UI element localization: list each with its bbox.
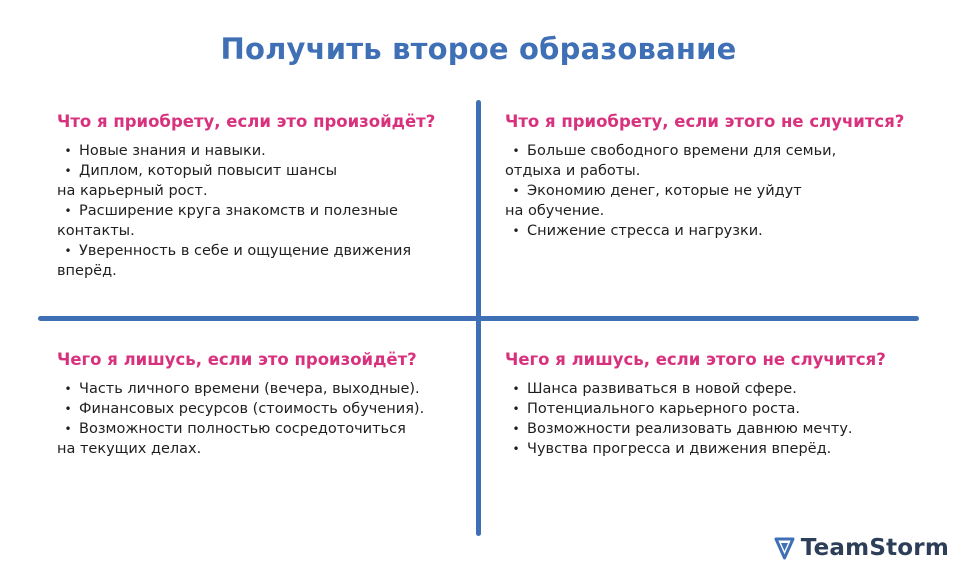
list-item-text: Возможности реализовать давнюю мечту. — [527, 421, 853, 437]
list-item-text: Финансовых ресурсов (стоимость обучения). — [79, 401, 425, 417]
list-item-text: Диплом, который повысит шансы — [79, 163, 338, 179]
quadrant-bottom-right — [505, 350, 915, 459]
horizontal-axis-line — [38, 316, 919, 321]
quadrant-list — [57, 379, 467, 459]
quadrant-heading: Что я приобрету, если этого не случится? — [505, 112, 905, 131]
list-item — [505, 161, 915, 181]
quadrant-heading: Что я приобрету, если это произойдёт? — [57, 112, 436, 131]
list-item-text: Чувства прогресса и движения вперёд. — [527, 441, 832, 457]
bullet-icon: • — [64, 204, 72, 218]
list-item-text: Потенциального карьерного роста. — [527, 401, 801, 417]
list-item-text: Экономию денег, которые не уйдут — [527, 183, 802, 199]
bullet-icon: • — [64, 244, 72, 258]
list-item-text: Новые знания и навыки. — [79, 143, 266, 159]
list-item — [57, 261, 467, 281]
list-item-text: Расширение круга знакомств и полезные — [79, 203, 398, 219]
list-item — [57, 141, 467, 161]
bullet-icon: • — [512, 144, 520, 158]
quadrant-top-right — [505, 112, 915, 241]
list-item — [57, 201, 467, 221]
quadrant-heading: Чего я лишусь, если этого не случится? — [505, 350, 886, 369]
list-item — [505, 221, 915, 241]
list-item — [57, 241, 467, 261]
list-item — [505, 201, 915, 221]
quadrant-list — [505, 141, 915, 241]
list-item — [57, 181, 467, 201]
bullet-icon: • — [512, 442, 520, 456]
list-item-text: вперёд. — [57, 263, 117, 279]
list-item — [505, 439, 915, 459]
bullet-icon: • — [512, 184, 520, 198]
list-item-text: Уверенность в себе и ощущение движения — [79, 243, 412, 259]
list-item — [57, 161, 467, 181]
quadrant-list — [57, 141, 467, 281]
bullet-icon: • — [512, 422, 520, 436]
list-item — [57, 419, 467, 439]
bullet-icon: • — [64, 402, 72, 416]
list-item-text: Возможности полностью сосредоточиться — [79, 421, 406, 437]
bullet-icon: • — [512, 382, 520, 396]
list-item — [57, 379, 467, 399]
page-title: Получить второе образование — [220, 32, 737, 66]
bullet-icon: • — [512, 402, 520, 416]
list-item-text: на карьерный рост. — [57, 183, 208, 199]
list-item — [57, 439, 467, 459]
quadrant-top-left — [57, 112, 467, 281]
list-item-text: на текущих делах. — [57, 441, 202, 457]
list-item — [57, 399, 467, 419]
list-item — [57, 221, 467, 241]
bullet-icon: • — [64, 382, 72, 396]
list-item — [505, 141, 915, 161]
list-item — [505, 379, 915, 399]
list-item-text: Часть личного времени (вечера, выходные). — [79, 381, 420, 397]
quadrant-list — [505, 379, 915, 459]
list-item-text: Шанса развиваться в новой сфере. — [527, 381, 797, 397]
quadrant-bottom-left — [57, 350, 467, 459]
list-item — [505, 181, 915, 201]
teamstorm-logo — [774, 535, 949, 561]
logo-text: TeamStorm — [800, 535, 949, 561]
list-item-text: Снижение стресса и нагрузки. — [527, 223, 763, 239]
list-item — [505, 419, 915, 439]
quadrant-heading: Чего я лишусь, если это произойдёт? — [57, 350, 417, 369]
bullet-icon: • — [64, 144, 72, 158]
list-item-text: отдыха и работы. — [505, 163, 641, 179]
list-item-text: на обучение. — [505, 203, 605, 219]
bullet-icon: • — [64, 164, 72, 178]
map-pin-icon — [774, 536, 795, 561]
list-item-text: контакты. — [57, 223, 135, 239]
bullet-icon: • — [64, 422, 72, 436]
list-item-text: Больше свободного времени для семьи, — [527, 143, 837, 159]
bullet-icon: • — [512, 224, 520, 238]
list-item — [505, 399, 915, 419]
